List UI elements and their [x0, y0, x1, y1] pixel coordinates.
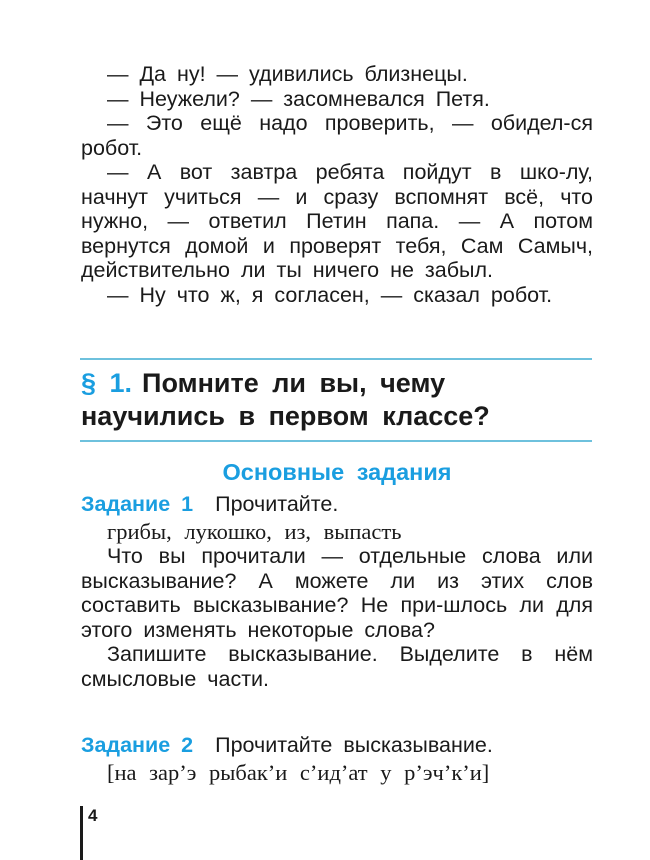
section-number: § 1. [81, 368, 133, 398]
task-2-transcription: [на зар’э рыбак’и с’ид’ат у р’эч’к’и] [107, 759, 490, 785]
task-1-label: Задание 1 [81, 492, 194, 516]
task-1-header [81, 492, 593, 517]
task-2-header [81, 733, 593, 758]
subsection-title: Основные задания [222, 459, 452, 485]
task-2-instruction: Прочитайте высказывание. [215, 733, 493, 757]
dialogue-line: — Да ну! — удивились близнецы. [107, 62, 468, 86]
dialogue-text [81, 62, 593, 307]
page-number-bar [80, 806, 83, 860]
section-title: Помните ли вы, чему научились в первом классе? [81, 368, 490, 431]
section-heading [81, 367, 593, 433]
task-1-paragraph: Что вы прочитали — отдельные слова или высказывание? А можете ли из этих слов составить высказывание? Не при-шлось ли для этого изменять некоторые слова? [81, 544, 593, 642]
task-2-label: Задание 2 [81, 733, 194, 757]
task-1-instruction: Прочитайте. [215, 492, 339, 516]
task-1-example: грибы, лукошко, из, выпасть [107, 518, 402, 544]
dialogue-line: — Ну что ж, я согласен, — сказал робот. [107, 282, 553, 307]
dialogue-line: — А вот завтра ребята пойдут в шко-лу, начнут учиться — и сразу вспомнят всё, что нужно, — ответил Петин папа. — А потом вернутся домой и проверят тебя, Сам Самыч, действительно ли ты ничего не забыл. [81, 160, 593, 282]
page-number: 4 [88, 806, 98, 825]
dialogue-line: — Это ещё надо проверить, — обидел-ся робот. [81, 111, 593, 160]
task-2 [81, 733, 593, 785]
section-bottom-rule [80, 440, 592, 442]
dialogue-line: — Неужели? — засомневался Петя. [107, 86, 490, 111]
section-top-rule [80, 358, 592, 360]
task-1-paragraph: Запишите высказывание. Выделите в нём смысловые части. [81, 642, 593, 691]
task-1 [81, 492, 593, 691]
